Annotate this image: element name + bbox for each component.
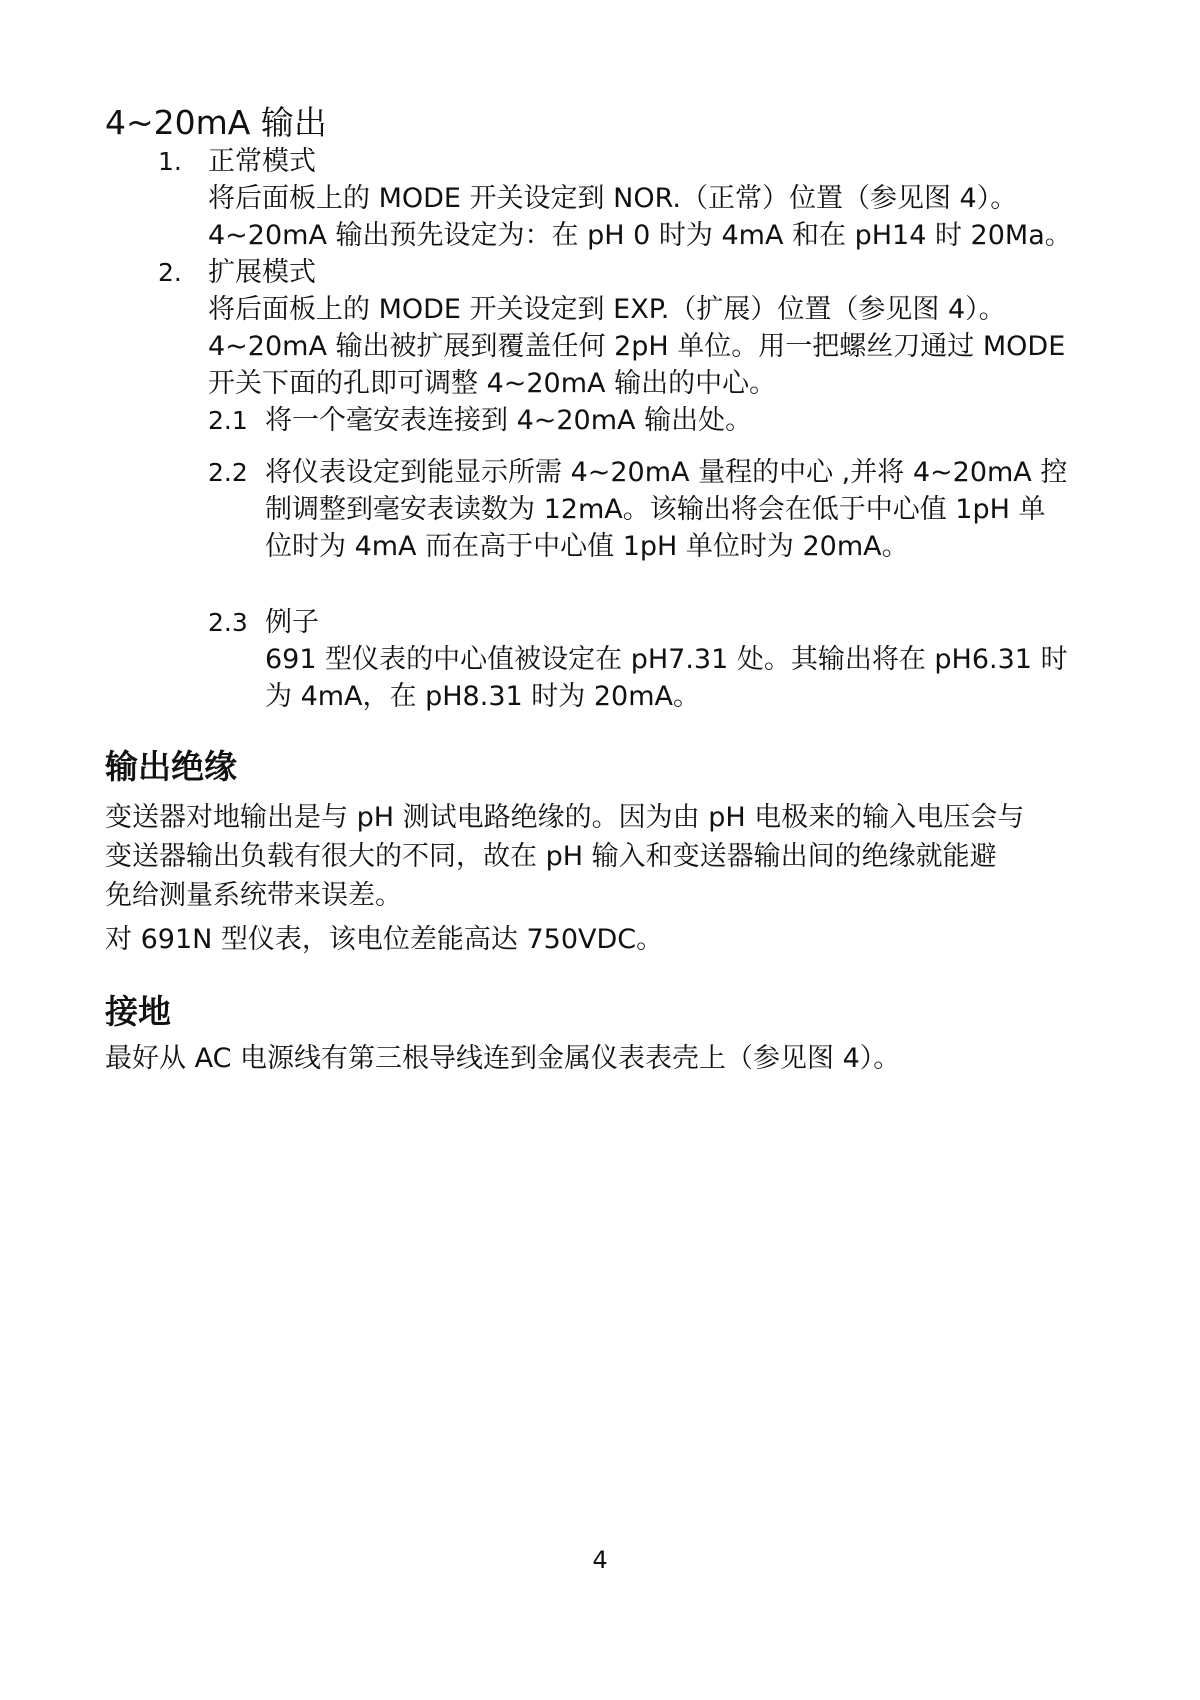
- sub-2-2-line: 位时为 4mA 而在高于中心值 1pH 单位时为 20mA。: [265, 531, 909, 562]
- list-number-2: 2.: [158, 258, 182, 287]
- sub-2-3-line: 691 型仪表的中心值被设定在 pH7.31 处。其输出将在 pH6.31 时: [265, 644, 1068, 675]
- sub-2-3-heading: 例子: [265, 607, 319, 638]
- item2-line: 开关下面的孔即可调整 4~20mA 输出的中心。: [208, 368, 777, 399]
- isolation-line: 变送器输出负载有很大的不同，故在 pH 输入和变送器输出间的绝缘就能避: [105, 841, 997, 872]
- section-title-ground: 接地: [105, 992, 171, 1031]
- sub-2-3-line: 为 4mA，在 pH8.31 时为 20mA。: [265, 681, 700, 712]
- item1-line: 4~20mA 输出预先设定为：在 pH 0 时为 4mA 和在 pH14 时 20Ma。: [208, 220, 1072, 251]
- sub-number-2-3: 2.3: [208, 608, 248, 637]
- item2-heading: 扩展模式: [208, 257, 316, 288]
- isolation-line: 变送器对地输出是与 pH 测试电路绝缘的。因为由 pH 电极来的输入电压会与: [105, 802, 1025, 833]
- sub-2-2-line: 将仪表设定到能显示所需 4~20mA 量程的中心 ,并将 4~20mA 控: [265, 457, 1068, 488]
- sub-number-2-1: 2.1: [208, 406, 248, 435]
- sub-number-2-2: 2.2: [208, 458, 248, 487]
- ground-text: 最好从 AC 电源线有第三根导线连到金属仪表表壳上（参见图 4）。: [105, 1043, 901, 1074]
- item2-line: 将后面板上的 MODE 开关设定到 EXP.（扩展）位置（参见图 4）。: [208, 294, 1006, 325]
- item1-heading: 正常模式: [208, 146, 316, 177]
- page-number: 4: [592, 1546, 608, 1574]
- sub-2-1-line: 将一个毫安表连接到 4~20mA 输出处。: [265, 405, 753, 436]
- section-title-isolation: 输出绝缘: [105, 747, 237, 786]
- section-title-output: 4~20mA 输出: [105, 103, 327, 142]
- item1-line: 将后面板上的 MODE 开关设定到 NOR.（正常）位置（参见图 4）。: [208, 183, 1018, 214]
- isolation-line: 免给测量系统带来误差。: [105, 880, 402, 911]
- item2-line: 4~20mA 输出被扩展到覆盖任何 2pH 单位。用一把螺丝刀通过 MODE: [208, 331, 1066, 362]
- sub-2-2-line: 制调整到毫安表读数为 12mA。该输出将会在低于中心值 1pH 单: [265, 494, 1046, 525]
- isolation-note: 对 691N 型仪表，该电位差能高达 750VDC。: [105, 924, 664, 955]
- list-number-1: 1.: [158, 147, 182, 176]
